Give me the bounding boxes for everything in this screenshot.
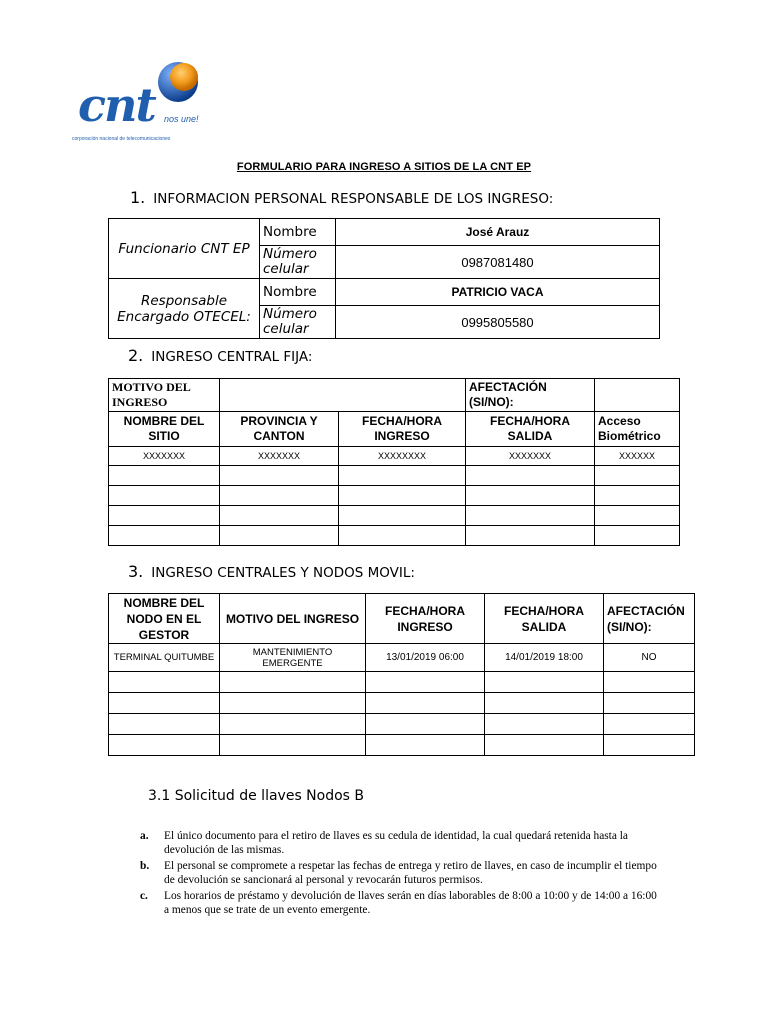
responsable-nombre-value: PATRICIO VACA — [336, 279, 660, 306]
table-cell[interactable] — [466, 486, 595, 506]
section3-heading — [128, 562, 415, 581]
logo-brand: cnt — [78, 78, 155, 132]
col-header: Acceso Biométrico — [595, 412, 680, 447]
col-header: FECHA/HORA INGRESO — [339, 412, 466, 447]
table-cell[interactable] — [220, 735, 366, 756]
table-cell[interactable] — [109, 526, 220, 546]
col-header: NOMBRE DEL SITIO — [109, 412, 220, 447]
list-text: El único documento para el retiro de llaves es su cedula de identidad, la cual quedará retenida hasta la devolución de las mismas. — [164, 830, 628, 856]
table-cell[interactable] — [339, 526, 466, 546]
list-text: El personal se compromete a respetar las fechas de entrega y retiro de llaves, en caso de incumplir el tiempo de devolución se sancionará al personal y revocarán futuros permisos. — [164, 860, 657, 886]
table-cell[interactable]: XXXXXX — [595, 447, 680, 466]
afectacion-label: AFECTACIÓN (SI/NO): — [466, 379, 595, 412]
table-cell[interactable]: MANTENIMIENTO EMERGENTE — [220, 644, 366, 672]
table-cell[interactable] — [595, 486, 680, 506]
numero-celular-label: Número celular — [260, 246, 336, 279]
table-cell[interactable] — [604, 714, 695, 735]
table-cell[interactable] — [366, 693, 485, 714]
list-item — [140, 829, 660, 857]
col-header: FECHA/HORA SALIDA — [466, 412, 595, 447]
table-cell[interactable] — [604, 735, 695, 756]
col-header: PROVINCIA Y CANTON — [220, 412, 339, 447]
table-cell[interactable] — [485, 693, 604, 714]
section1-number: 1. — [130, 188, 146, 207]
section3-title: INGRESO CENTRALES Y NODOS MOVIL: — [151, 565, 415, 581]
table-cell[interactable] — [339, 486, 466, 506]
table-cell[interactable] — [109, 693, 220, 714]
table-cell[interactable]: XXXXXXXX — [339, 447, 466, 466]
table-cell[interactable]: XXXXXXX — [109, 447, 220, 466]
table-cell[interactable] — [595, 466, 680, 486]
table-cell[interactable] — [604, 672, 695, 693]
table-cell[interactable] — [220, 672, 366, 693]
list-item — [140, 889, 660, 917]
nombre-label: Nombre — [260, 279, 336, 306]
table-cell[interactable]: 13/01/2019 06:00 — [366, 644, 485, 672]
section2-title: INGRESO CENTRAL FIJA: — [151, 349, 313, 365]
document-title: FORMULARIO PARA INGRESO A SITIOS DE LA CNT EP — [236, 161, 532, 173]
table-cell[interactable]: 14/01/2019 18:00 — [485, 644, 604, 672]
section1-title: INFORMACION PERSONAL RESPONSABLE DE LOS INGRESO: — [153, 191, 554, 207]
table-cell[interactable] — [466, 506, 595, 526]
table-cell[interactable]: TERMINAL QUITUMBE — [109, 644, 220, 672]
funcionario-label: Funcionario CNT EP — [109, 219, 260, 279]
motivo-value[interactable] — [220, 379, 466, 412]
col-header: FECHA/HORA SALIDA — [485, 594, 604, 644]
centrales-nodos-movil-table — [108, 593, 695, 756]
table-cell[interactable] — [109, 672, 220, 693]
section2-heading — [128, 346, 312, 365]
table-cell[interactable]: XXXXXXX — [220, 447, 339, 466]
motivo-label: MOTIVO DEL INGRESO — [109, 379, 220, 412]
col-header: NOMBRE DEL NODO EN EL GESTOR — [109, 594, 220, 644]
table-cell[interactable] — [109, 714, 220, 735]
table-cell[interactable] — [366, 672, 485, 693]
table-cell[interactable] — [604, 693, 695, 714]
table-cell[interactable] — [339, 506, 466, 526]
numero-celular-label: Número celular — [260, 306, 336, 339]
table-cell[interactable] — [485, 735, 604, 756]
funcionario-celular-value: 0987081480 — [336, 246, 660, 279]
table-cell[interactable] — [109, 466, 220, 486]
section2-number: 2. — [128, 346, 144, 365]
list-letter: b. — [140, 860, 150, 872]
responsable-label: Responsable Encargado OTECEL: — [109, 279, 260, 339]
table-cell[interactable] — [220, 526, 339, 546]
section1-heading — [130, 188, 553, 207]
responsable-celular-value: 0995805580 — [336, 306, 660, 339]
col-header: FECHA/HORA INGRESO — [366, 594, 485, 644]
table-cell[interactable] — [109, 506, 220, 526]
table-cell[interactable] — [485, 714, 604, 735]
table-cell[interactable] — [466, 526, 595, 546]
llaves-rules-list — [140, 829, 660, 919]
table-cell[interactable]: XXXXXXX — [466, 447, 595, 466]
table-cell[interactable] — [366, 735, 485, 756]
table-cell[interactable] — [220, 506, 339, 526]
table-cell[interactable] — [595, 506, 680, 526]
table-cell[interactable] — [595, 526, 680, 546]
list-letter: c. — [140, 890, 148, 902]
table-cell[interactable] — [466, 466, 595, 486]
table-cell[interactable] — [109, 735, 220, 756]
table-cell[interactable] — [220, 714, 366, 735]
table-cell[interactable] — [366, 714, 485, 735]
col-header: AFECTACIÓN (SI/NO): — [604, 594, 695, 644]
logo-tagline: nos une! — [164, 114, 199, 124]
section31-title: 3.1 Solicitud de llaves Nodos B — [148, 788, 365, 804]
list-item — [140, 859, 660, 887]
table-cell[interactable] — [220, 693, 366, 714]
nombre-label: Nombre — [260, 219, 336, 246]
table-cell[interactable] — [220, 486, 339, 506]
table-cell[interactable] — [485, 672, 604, 693]
cnt-logo — [72, 60, 212, 152]
central-fija-table — [108, 378, 680, 546]
afectacion-value[interactable] — [595, 379, 680, 412]
table-cell[interactable] — [220, 466, 339, 486]
col-header: MOTIVO DEL INGRESO — [220, 594, 366, 644]
logo-subtitle: corporación nacional de telecomunicaciones — [72, 136, 171, 142]
list-text: Los horarios de préstamo y devolución de llaves serán en días laborables de 8:00 a 10:00 y de 14:00 a 16:00 a menos que se trate de un evento emergente. — [164, 890, 657, 916]
table-cell[interactable] — [109, 486, 220, 506]
table-cell[interactable] — [339, 466, 466, 486]
personal-responsables-table — [108, 218, 660, 339]
funcionario-nombre-value: José Arauz — [336, 219, 660, 246]
section3-number: 3. — [128, 562, 144, 581]
list-letter: a. — [140, 830, 149, 842]
table-cell[interactable]: NO — [604, 644, 695, 672]
